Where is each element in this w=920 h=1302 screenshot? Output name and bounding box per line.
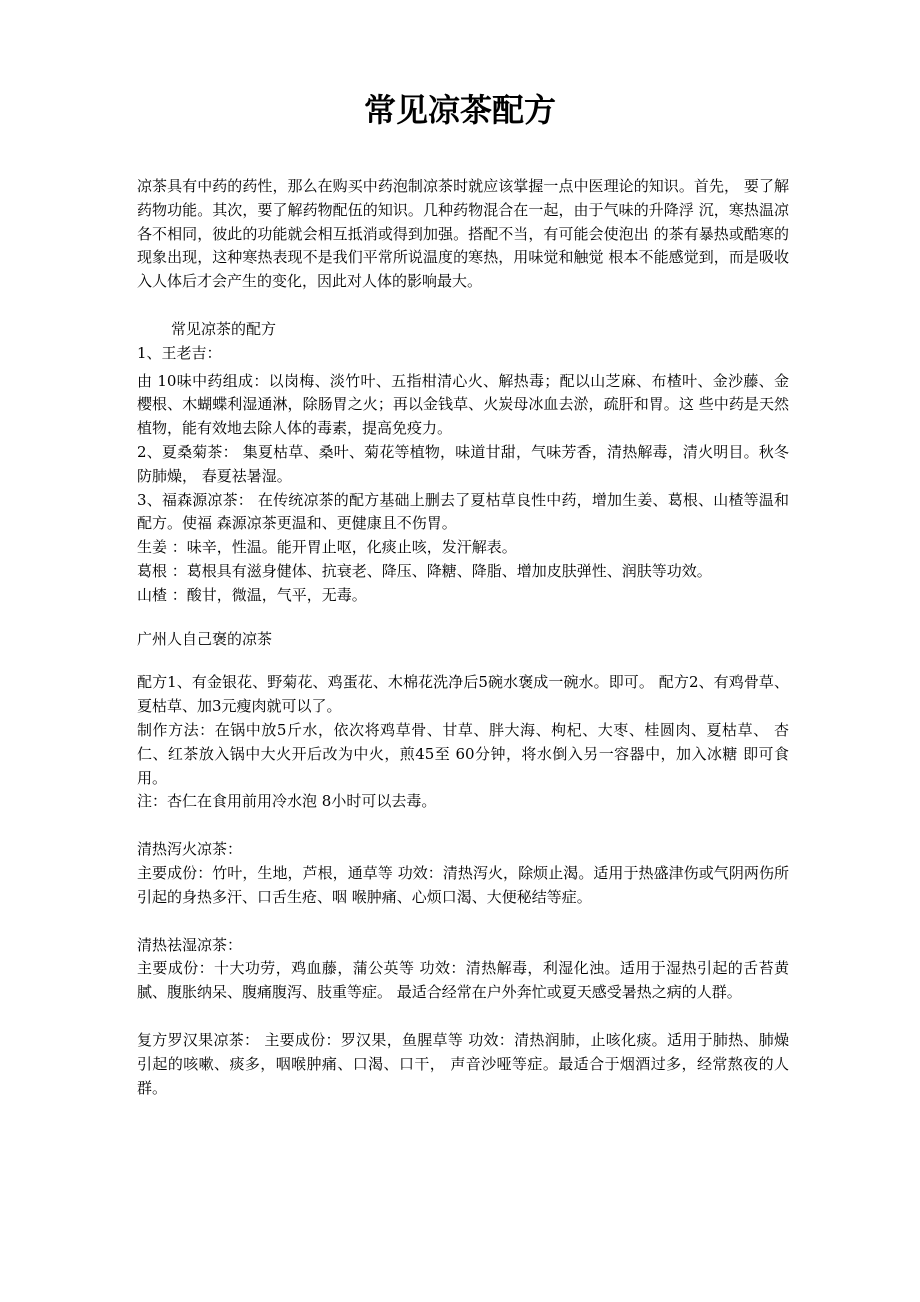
- document-body: [137, 175, 789, 1100]
- spacer: [137, 910, 789, 934]
- spacer: [137, 608, 789, 628]
- tea-body-qingre-xiehuo: 主要成份：竹叶，生地，芦根，通草等 功效：清热泻火，除烦止渴。适用于热盛津伤或气阴两伤所引起的身热多汗、口舌生疮、咽 喉肿痛、心烦口渴、大便秘结等症。: [137, 863, 789, 906]
- item-title-wanglaoji: 1、王老吉：: [137, 343, 222, 362]
- section-heading-common-recipes: 常见凉茶的配方: [171, 319, 277, 338]
- herb-ginger: 生姜 ：味辛，性温。能开胃止呕，化痰止咳，发汗解表。: [137, 538, 517, 557]
- tea-title-qingre-qushi: 清热祛湿凉茶：: [137, 935, 243, 954]
- tea-title-qingre-xiehuo: 清热泻火凉茶：: [137, 840, 243, 859]
- herb-hawthorn: 山楂 ：酸甘，微温，气平，无毒。: [137, 585, 367, 604]
- spacer: [137, 1005, 789, 1029]
- herb-kudzu: 葛根 ：葛根具有滋身健体、抗衰老、降压、降糖、降脂、增加皮肤弹性、润肤等功效。: [137, 561, 712, 580]
- item-body-wanglaoji: 由 10味中药组成：以岗梅、淡竹叶、五指柑清心火、解热毒；配以山芝麻、布楂叶、金沙藤、金樱根、木蝴蝶利湿通淋，除肠胃之火；再以金钱草、火炭母冰血去淤，疏肝和胃。这 些中药是天然植物，能有效地去除人体的毒素，提高免疫力。: [137, 371, 789, 438]
- spacer: [137, 651, 789, 671]
- section-heading-guangzhou: 广州人自己褒的凉茶: [137, 629, 273, 648]
- item-fusenyuan: 3、福森源凉茶： 在传统凉茶的配方基础上删去了夏枯草良性中药，增加生姜、葛根、山楂等温和配方。使福 森源凉茶更温和、更健康且不伤胃。: [137, 490, 789, 533]
- tea-body-qingre-qushi: 主要成份：十大功劳，鸡血藤，蒲公英等 功效：清热解毒，利湿化浊。适用于湿热引起的舌苔黄腻、腹胀纳呆、腹痛腹泻、肢重等症。 最适合经常在户外奔忙或夏天感受暑热之病的人群。: [137, 959, 789, 1002]
- document-title: 常见凉茶配方: [363, 91, 556, 129]
- intro-paragraph: 凉茶具有中药的药性，那么在购买中药泡制凉茶时就应该掌握一点中医理论的知识。首先， 要了解药物功能。其次，要了解药物配伍的知识。几种药物混合在一起，由于气味的升降浮 沉，寒热温凉各不相同，彼此的功能就会相互抵消或得到加强。搭配不当，有可能会使泡出 的茶有暴热或酷寒的现象出现，这种寒热表现不是我们平常所说温度的寒热，用味觉和触觉 根本不能感觉到，而是吸收入人体后才会产生的变化，因此对人体的影响最大。: [137, 177, 789, 291]
- spacer: [137, 294, 789, 318]
- recipe-paragraph: 配方1、有金银花、野菊花、鸡蛋花、木棉花洗净后5碗水褒成一碗水。即可。 配方2、有鸡骨草、夏枯草、加3元瘦肉就可以了。: [137, 673, 789, 716]
- tea-body-luohanguo: 复方罗汉果凉茶： 主要成份：罗汉果，鱼腥草等 功效：清热润肺，止咳化痰。适用于肺热、肺燥引起的咳嗽、痰多，咽喉肿痛、口渴、口干， 声音沙哑等症。最适合于烟酒过多，经常熬夜的人群。: [137, 1030, 789, 1097]
- method-paragraph: 制作方法：在锅中放5斤水，依次将鸡草骨、甘草、胖大海、枸杞、大枣、桂圆肉、夏枯草、 杏仁、红茶放入锅中大火开后改为中火，煎45至 60分钟，将水倒入另一容器中，加入冰糖 即可食用。: [137, 720, 789, 787]
- item-xiasangju: 2、夏桑菊茶： 集夏枯草、桑叶、菊花等植物，味道甘甜，气味芳香，清热解毒，清火明目。秋冬防肺燥， 春夏祛暑湿。: [137, 442, 789, 485]
- note-paragraph: 注：杏仁在食用前用冷水泡 8小时可以去毒。: [137, 792, 437, 811]
- spacer: [137, 814, 789, 838]
